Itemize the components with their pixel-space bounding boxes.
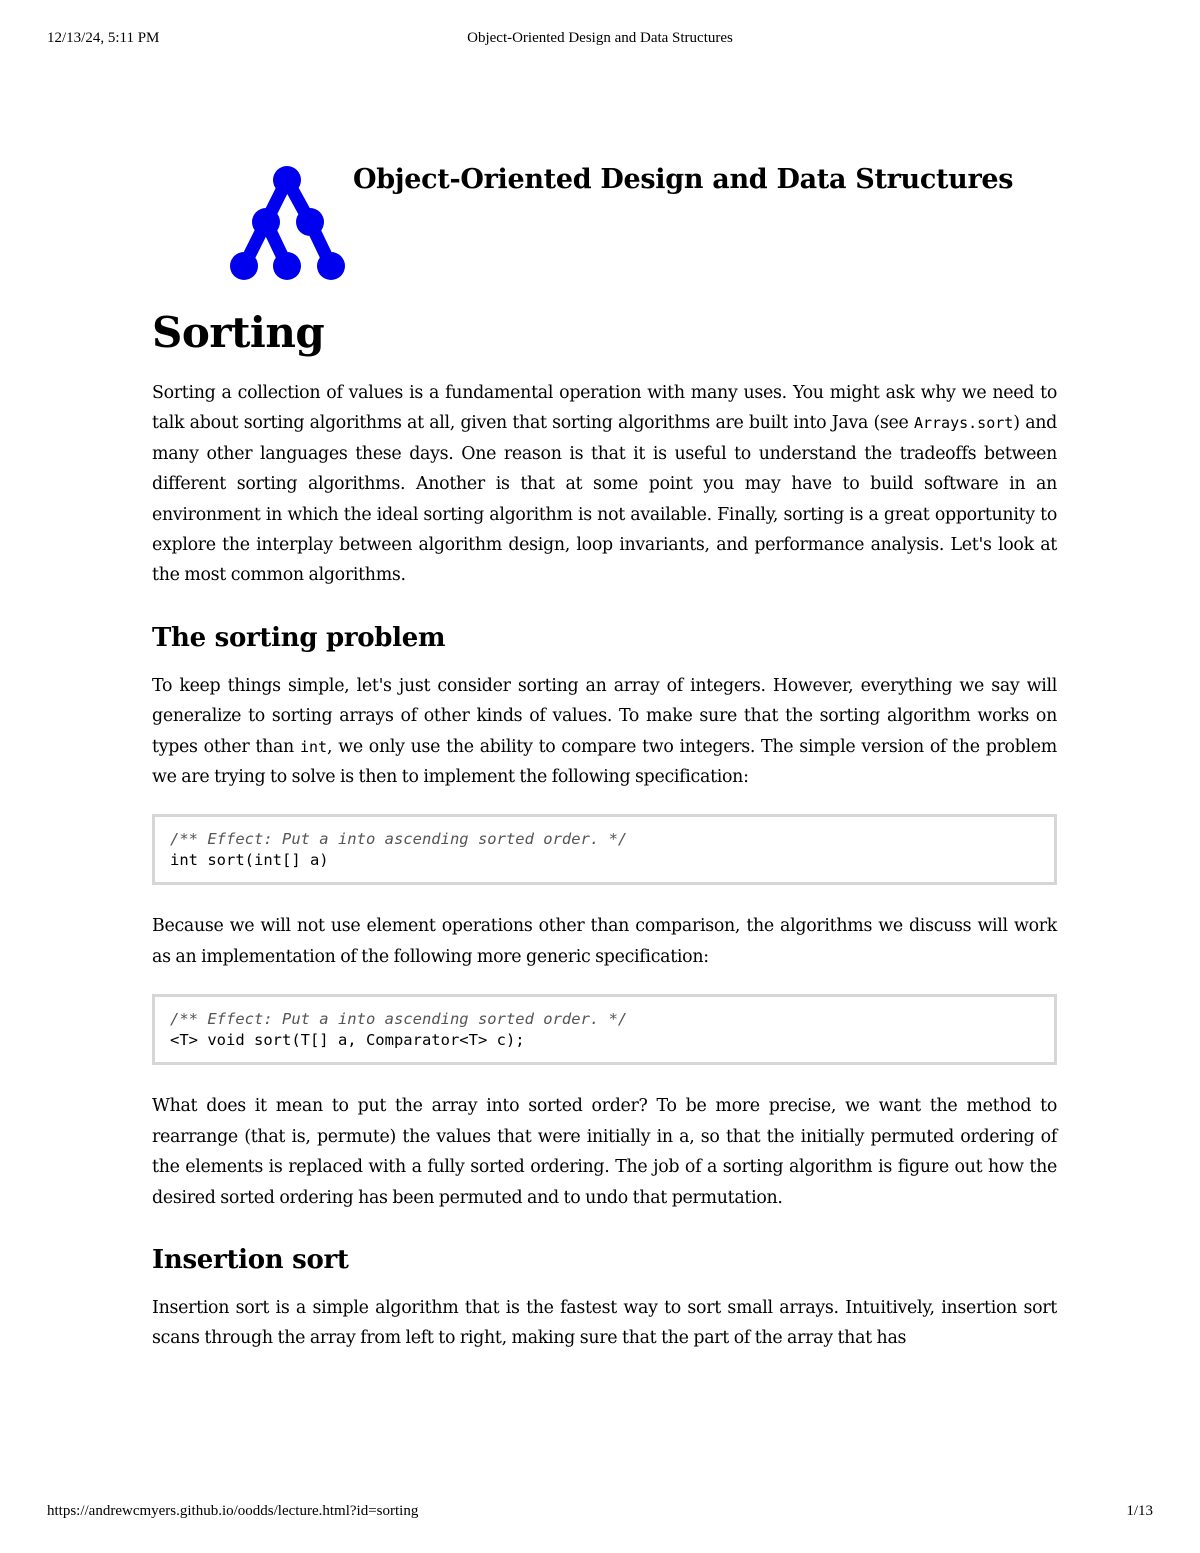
site-title[interactable]: Object-Oriented Design and Data Structures — [353, 164, 1014, 195]
print-footer — [47, 1503, 1153, 1523]
main-content — [152, 306, 1057, 1376]
insertion-paragraph-1: Insertion sort is a simple algorithm that is the fastest way to sort small arrays. Intuitively, insertion sort scans through the array from left to right, making sure that the part of the array that has — [152, 1297, 1057, 1349]
code-block-int-sort — [152, 814, 1057, 885]
code-comment: /** Effect: Put a into ascending sorted order. */ — [170, 830, 628, 849]
code-line: <T> void sort(T[] a, Comparator<T> c); — [170, 1030, 525, 1049]
tree-logo-icon[interactable] — [226, 164, 350, 288]
inline-code: int — [299, 737, 328, 756]
page-number: 1/13 — [1126, 1503, 1153, 1519]
intro-paragraph: Sorting a collection of values is a fundamental operation with many uses. You might ask why we need to talk about sorting algorithms at all, given that sorting algorithms are built into Java (see Arrays.sort) and many other languages these days. One reason is that it is useful to understand the tradeoffs between different sorting algorithms. Another is that at some point you may have to build software in an environment in which the ideal sorting algorithm is not available. Finally, sorting is a great opportunity to explore the interplay between algorithm design, loop invariants, and performance analysis. Let's look at the most common algorithms. — [152, 383, 1057, 586]
problem-paragraph-2: Because we will not use element operations other than comparison, the algorithms we discuss will work as an implementation of the following more generic specification: — [152, 916, 1057, 967]
print-title: Object-Oriented Design and Data Structures — [467, 30, 733, 46]
problem-paragraph-3: What does it mean to put the array into sorted order? To be more precise, we want the method to rearrange (that is, permute) the values that were initially in a, so that the initially permuted ordering of the elements is replaced with a fully sorted ordering. The job of a sorting algorithm is figure out how the desired sorted ordering has been permuted and to undo that permutation. — [152, 1096, 1057, 1208]
print-header — [47, 30, 1153, 50]
page-url[interactable]: https://andrewcmyers.github.io/oodds/lecture.html?id=sorting — [47, 1503, 419, 1519]
inline-code: Arrays.sort — [913, 414, 1014, 433]
code-block-generic-sort — [152, 994, 1057, 1065]
section-heading-sorting-problem: The sorting problem — [152, 622, 446, 653]
code-line: int sort(int[] a) — [170, 850, 329, 869]
print-date: 12/13/24, 5:11 PM — [47, 30, 160, 46]
problem-paragraph-1: To keep things simple, let's just consider sorting an array of integers. However, everything we say will generalize to sorting arrays of other kinds of values. To make sure that the sorting algorithm works on types other than int, we only use the ability to compare two integers. The simple version of the problem we are trying to solve is then to implement the following specification: — [152, 675, 1057, 788]
code-comment: /** Effect: Put a into ascending sorted order. */ — [170, 1010, 628, 1029]
section-heading-insertion-sort: Insertion sort — [152, 1244, 349, 1275]
page-title: Sorting — [152, 308, 325, 357]
